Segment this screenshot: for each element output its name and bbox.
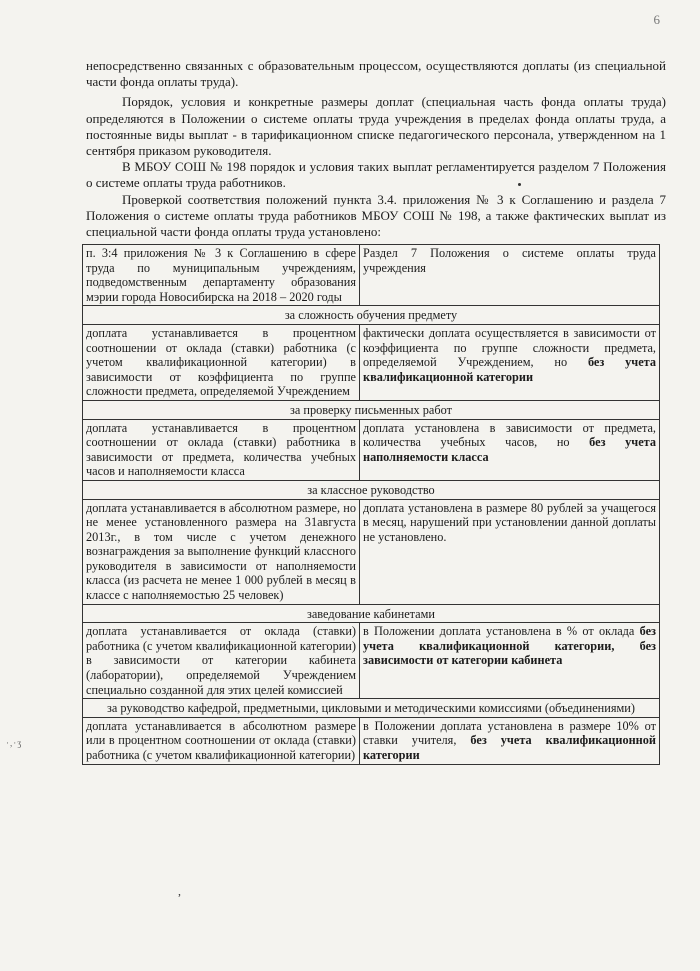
regulation-violation: без учета квалификационной категории — [363, 355, 656, 384]
regulation-violation: без учета квалификационной категории — [363, 733, 656, 762]
stray-mark: , — [178, 884, 181, 898]
section-title-row — [83, 306, 660, 325]
regulation-text: фактически доплата осуществляется в зависимости от коэффициента по группе сложности предмета, определяемой Учреждением, но — [363, 325, 656, 370]
section-title: за сложность обучения предмету — [83, 306, 660, 325]
agreement-cell: доплата устанавливается в абсолютном размере или в процентном соотношении от оклада (ставки) работника (с учетом квалификационной категории) — [83, 717, 360, 764]
regulation-cell — [360, 623, 660, 699]
table-row — [83, 324, 660, 400]
table-row — [83, 419, 660, 480]
section-title: заведование кабинетами — [83, 604, 660, 623]
regulation-violation: без учета квалификационной категории, без зависимости от категории кабинета — [363, 624, 656, 668]
section-title-row — [83, 699, 660, 718]
regulation-text: в Положении доплата установлена в % от оклада — [363, 624, 640, 639]
regulation-cell — [360, 717, 660, 764]
agreement-cell: доплата устанавливается от оклада (ставки) работника (с учетом квалификационной категории) в зависимости от категории кабинета (лаборатории), определяемой Учреждением специально созданной для этих целей комиссией — [83, 623, 360, 699]
agreement-cell: доплата устанавливается в процентном соотношении от оклада (ставки) работника в зависимости от предмета, количества учебных часов и наполняемости класса — [83, 419, 360, 480]
header-right: Раздел 7 Положения о системе оплаты труда учреждения — [360, 245, 660, 306]
agreement-cell: доплата устанавливается в абсолютном размере, но не менее установленного размера на 31августа 2013г., в том числе с учетом денежного вознаграждения за выполнение функций классного руководителя в зависимости от наполняемости класса (из расчета не менее 1 000 рублей в месяц в классе с наполняемостью 25 человек) — [83, 499, 360, 604]
regulation-text: доплата установлена в зависимости от предмета, количества учебных часов, но — [363, 420, 656, 450]
regulation-violation: без учета наполняемости класса — [363, 435, 656, 464]
table-row — [83, 717, 660, 764]
section-title: за проверку письменных работ — [83, 400, 660, 419]
header-left: п. 3:4 приложения № 3 к Соглашению в сфере труда по муниципальным учреждениям, подведомственным департаменту образования мэрии города Новосибирска на 2018 – 2020 годы — [83, 245, 360, 306]
regulation-text: доплата установлена в размере 80 рублей за учащегося в месяц, нарушений при установлении данной доплаты не установлено. — [363, 500, 656, 544]
table-row — [83, 623, 660, 699]
comparison-table — [82, 244, 660, 765]
section-title-row — [83, 480, 660, 499]
paragraph-inspection: Проверкой соответствия положений пункта 3.4. приложения № 3 к Соглашению и раздела 7 Положения о системе оплаты труда работников МБОУ СОШ № 198, а также фактических выплат из специальной части фонда оплаты труда установлено: — [86, 191, 666, 240]
section-title-row — [83, 604, 660, 623]
table-row — [83, 499, 660, 604]
paragraph-procedure: Порядок, условия и конкретные размеры доплат (специальная часть фонда оплаты труда) определяются в Положении о системе оплаты труда учреждения в пределах фонда оплаты труда, а постоянные виды выплат - в тарификационном списке педагогического персонала, утвержденном на 1 сентября приказом руководителя. — [86, 94, 666, 159]
paragraph-school: В МБОУ СОШ № 198 порядок и условия таких выплат регламентируется разделом 7 Положения о системе оплаты труда работников. — [86, 159, 666, 191]
agreement-cell: доплата устанавливается в процентном соотношении от оклада (ставки) работника (с учетом квалификационной категории) в зависимости от коэффициента по группе сложности предмета, определяемой Учреждением — [83, 324, 360, 400]
body-text — [86, 58, 666, 240]
regulation-cell — [360, 499, 660, 604]
regulation-text: в Положении доплата установлена в размере 10% от ставки учителя, — [363, 718, 656, 748]
paragraph-continuation: непосредственно связанных с образовательным процессом, осуществляются доплаты (из специальной части фонда оплаты труда). — [86, 58, 666, 90]
table-header-row — [83, 245, 660, 306]
page-number: 6 — [653, 12, 660, 27]
section-title: за классное руководство — [83, 480, 660, 499]
margin-note: ·,·ʒ — [6, 738, 23, 748]
section-title: за руководство кафедрой, предметными, цикловыми и методическими комиссиями (объединениями) — [83, 699, 660, 718]
section-title-row — [83, 400, 660, 419]
regulation-cell — [360, 419, 660, 480]
regulation-cell — [360, 324, 660, 400]
